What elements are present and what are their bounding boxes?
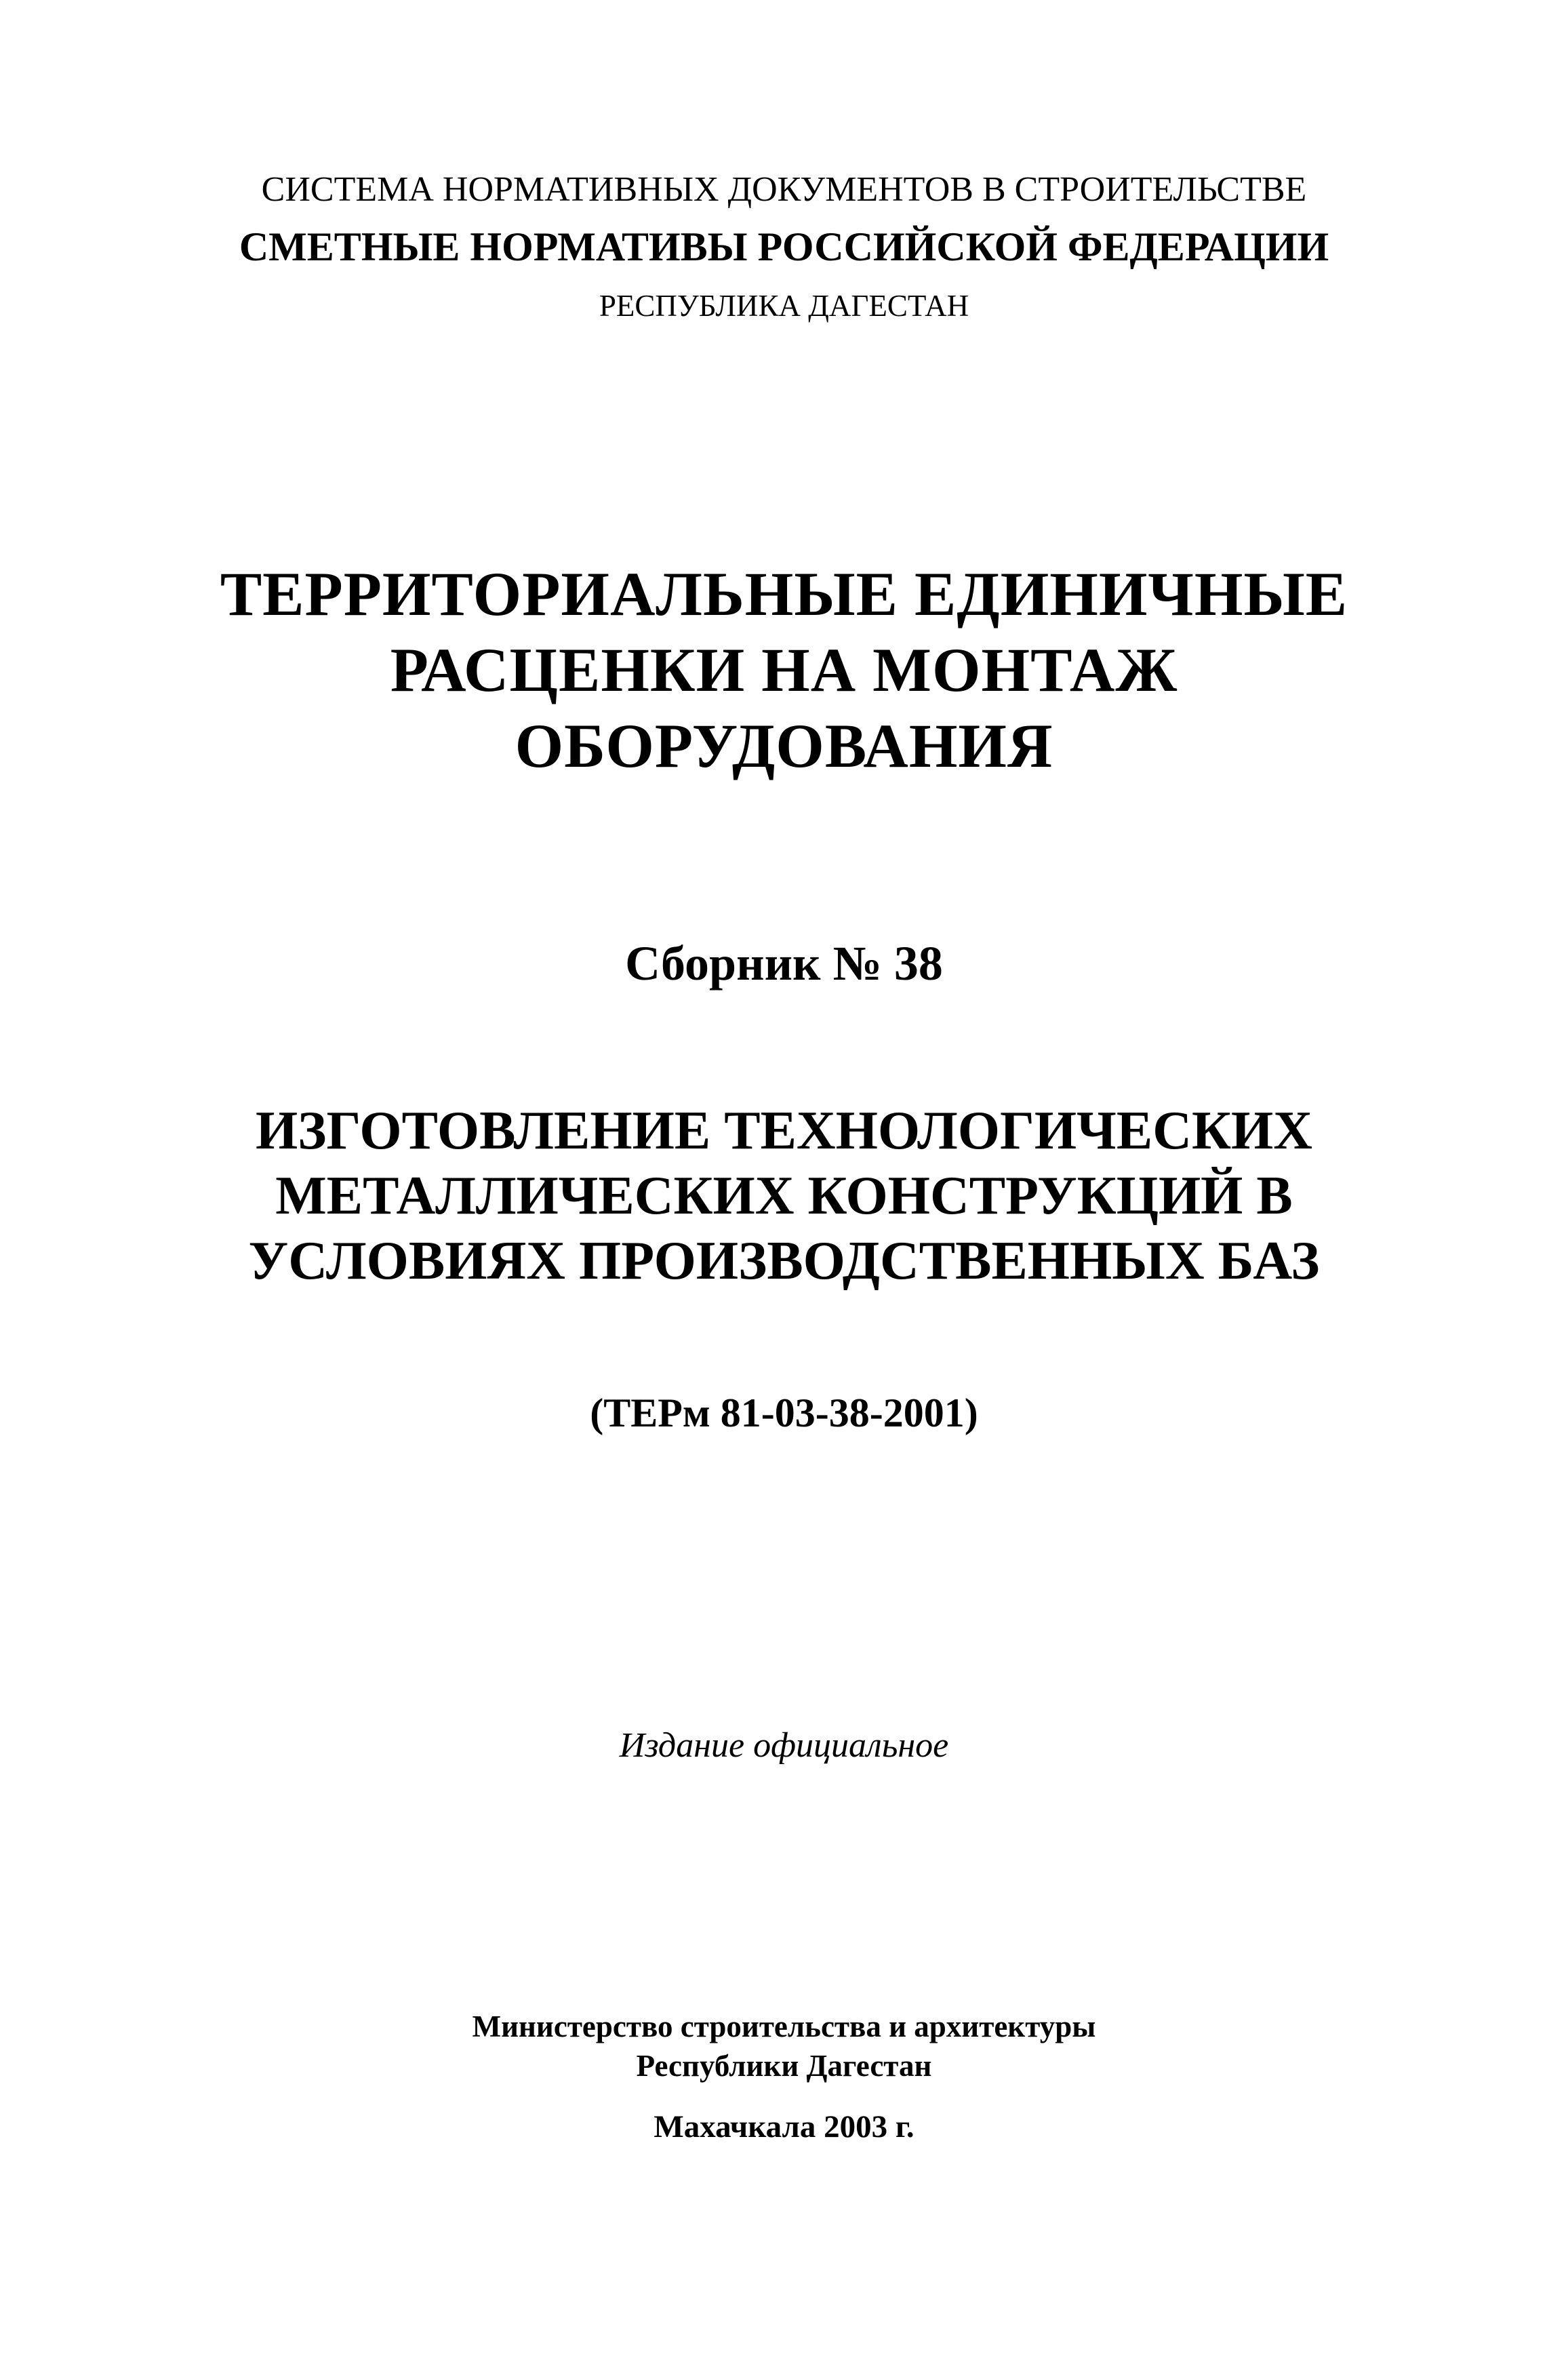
publisher (0, 2007, 1568, 2085)
header-norms-line: СМЕТНЫЕ НОРМАТИВЫ РОССИЙСКОЙ ФЕДЕРАЦИИ (239, 224, 1329, 269)
main-title-line: РАСЦЕНКИ НА МОНТАЖ (390, 635, 1178, 704)
edition-note: Издание официальное (619, 1726, 949, 1765)
publisher-line: Министерство строительства и архитектуры (472, 2010, 1096, 2043)
publisher-line: Республики Дагестан (636, 2049, 932, 2083)
subtitle-line: ИЗГОТОВЛЕНИЕ ТЕХНОЛОГИЧЕСКИХ (256, 1101, 1312, 1161)
subtitle-line: МЕТАЛЛИЧЕСКИХ КОНСТРУКЦИЙ В (275, 1166, 1293, 1226)
city-year: Махачкала 2003 г. (654, 2109, 914, 2144)
main-title-line: ТЕРРИТОРИАЛЬНЫЕ ЕДИНИЧНЫЕ (220, 559, 1348, 628)
subtitle-line: УСЛОВИЯХ ПРОИЗВОДСТВЕННЫХ БАЗ (248, 1231, 1320, 1291)
document-code: (ТЕРм 81-03-38-2001) (590, 1391, 978, 1435)
header-region-line: РЕСПУБЛИКА ДАГЕСТАН (599, 289, 969, 323)
subtitle (0, 1098, 1568, 1294)
collection-number: Сборник № 38 (625, 936, 943, 991)
main-title-line: ОБОРУДОВАНИЯ (515, 711, 1053, 780)
main-title (0, 556, 1568, 784)
header-system-line: СИСТЕМА НОРМАТИВНЫХ ДОКУМЕНТОВ В СТРОИТЕЛЬСТВЕ (261, 170, 1307, 209)
